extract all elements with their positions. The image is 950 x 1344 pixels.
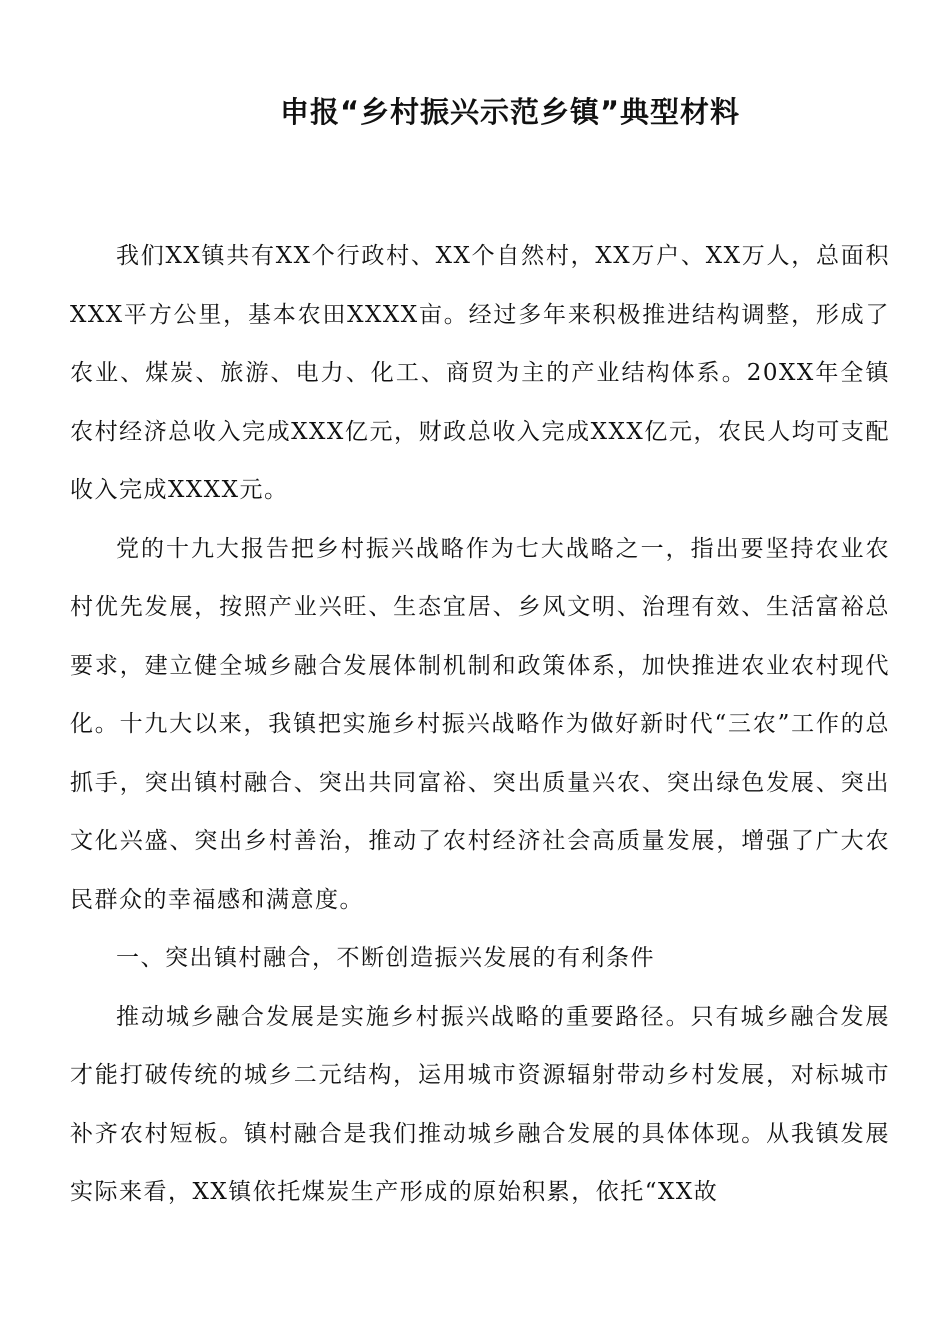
section-heading-1: 一、突出镇村融合，不断创造振兴发展的有利条件	[116, 945, 655, 971]
document-title: 申报“乡村振兴示范乡镇”典型材料	[279, 95, 741, 129]
document-body	[70, 227, 890, 1222]
paragraph-integration: 推动城乡融合发展是实施乡村振兴战略的重要路径。只有城乡融合发展才能打破传统的城乡二元结构，运用城市资源辐射带动乡村发展，对标城市补齐农村短板。镇村融合是我们推动城乡融合发展的具体体现。从我镇发展实际来看，XX镇依托煤炭生产形成的原始积累，依托“XX故	[70, 1003, 890, 1205]
paragraph-strategy: 党的十九大报告把乡村振兴战略作为七大战略之一，指出要坚持农业农村优先发展，按照产业兴旺、生态宜居、乡风文明、治理有效、生活富裕总要求，建立健全城乡融合发展体制机制和政策体系，加快推进农业农村现代化。十九大以来，我镇把实施乡村振兴战略作为做好新时代“三农”工作的总抓手，突出镇村融合、突出共同富裕、突出质量兴农、突出绿色发展、突出文化兴盛、突出乡村善治，推动了农村经济社会高质量发展，增强了广大农民群众的幸福感和满意度。	[70, 535, 890, 913]
paragraph-overview: 我们XX镇共有XX个行政村、XX个自然村，XX万户、XX万人，总面积XXX平方公里，基本农田XXXX亩。经过多年来积极推进结构调整，形成了农业、煤炭、旅游、电力、化工、商贸为主的产业结构体系。20XX年全镇农村经济总收入完成XXX亿元，财政总收入完成XXX亿元，农民人均可支配收入完成XXXX元。	[70, 243, 890, 503]
